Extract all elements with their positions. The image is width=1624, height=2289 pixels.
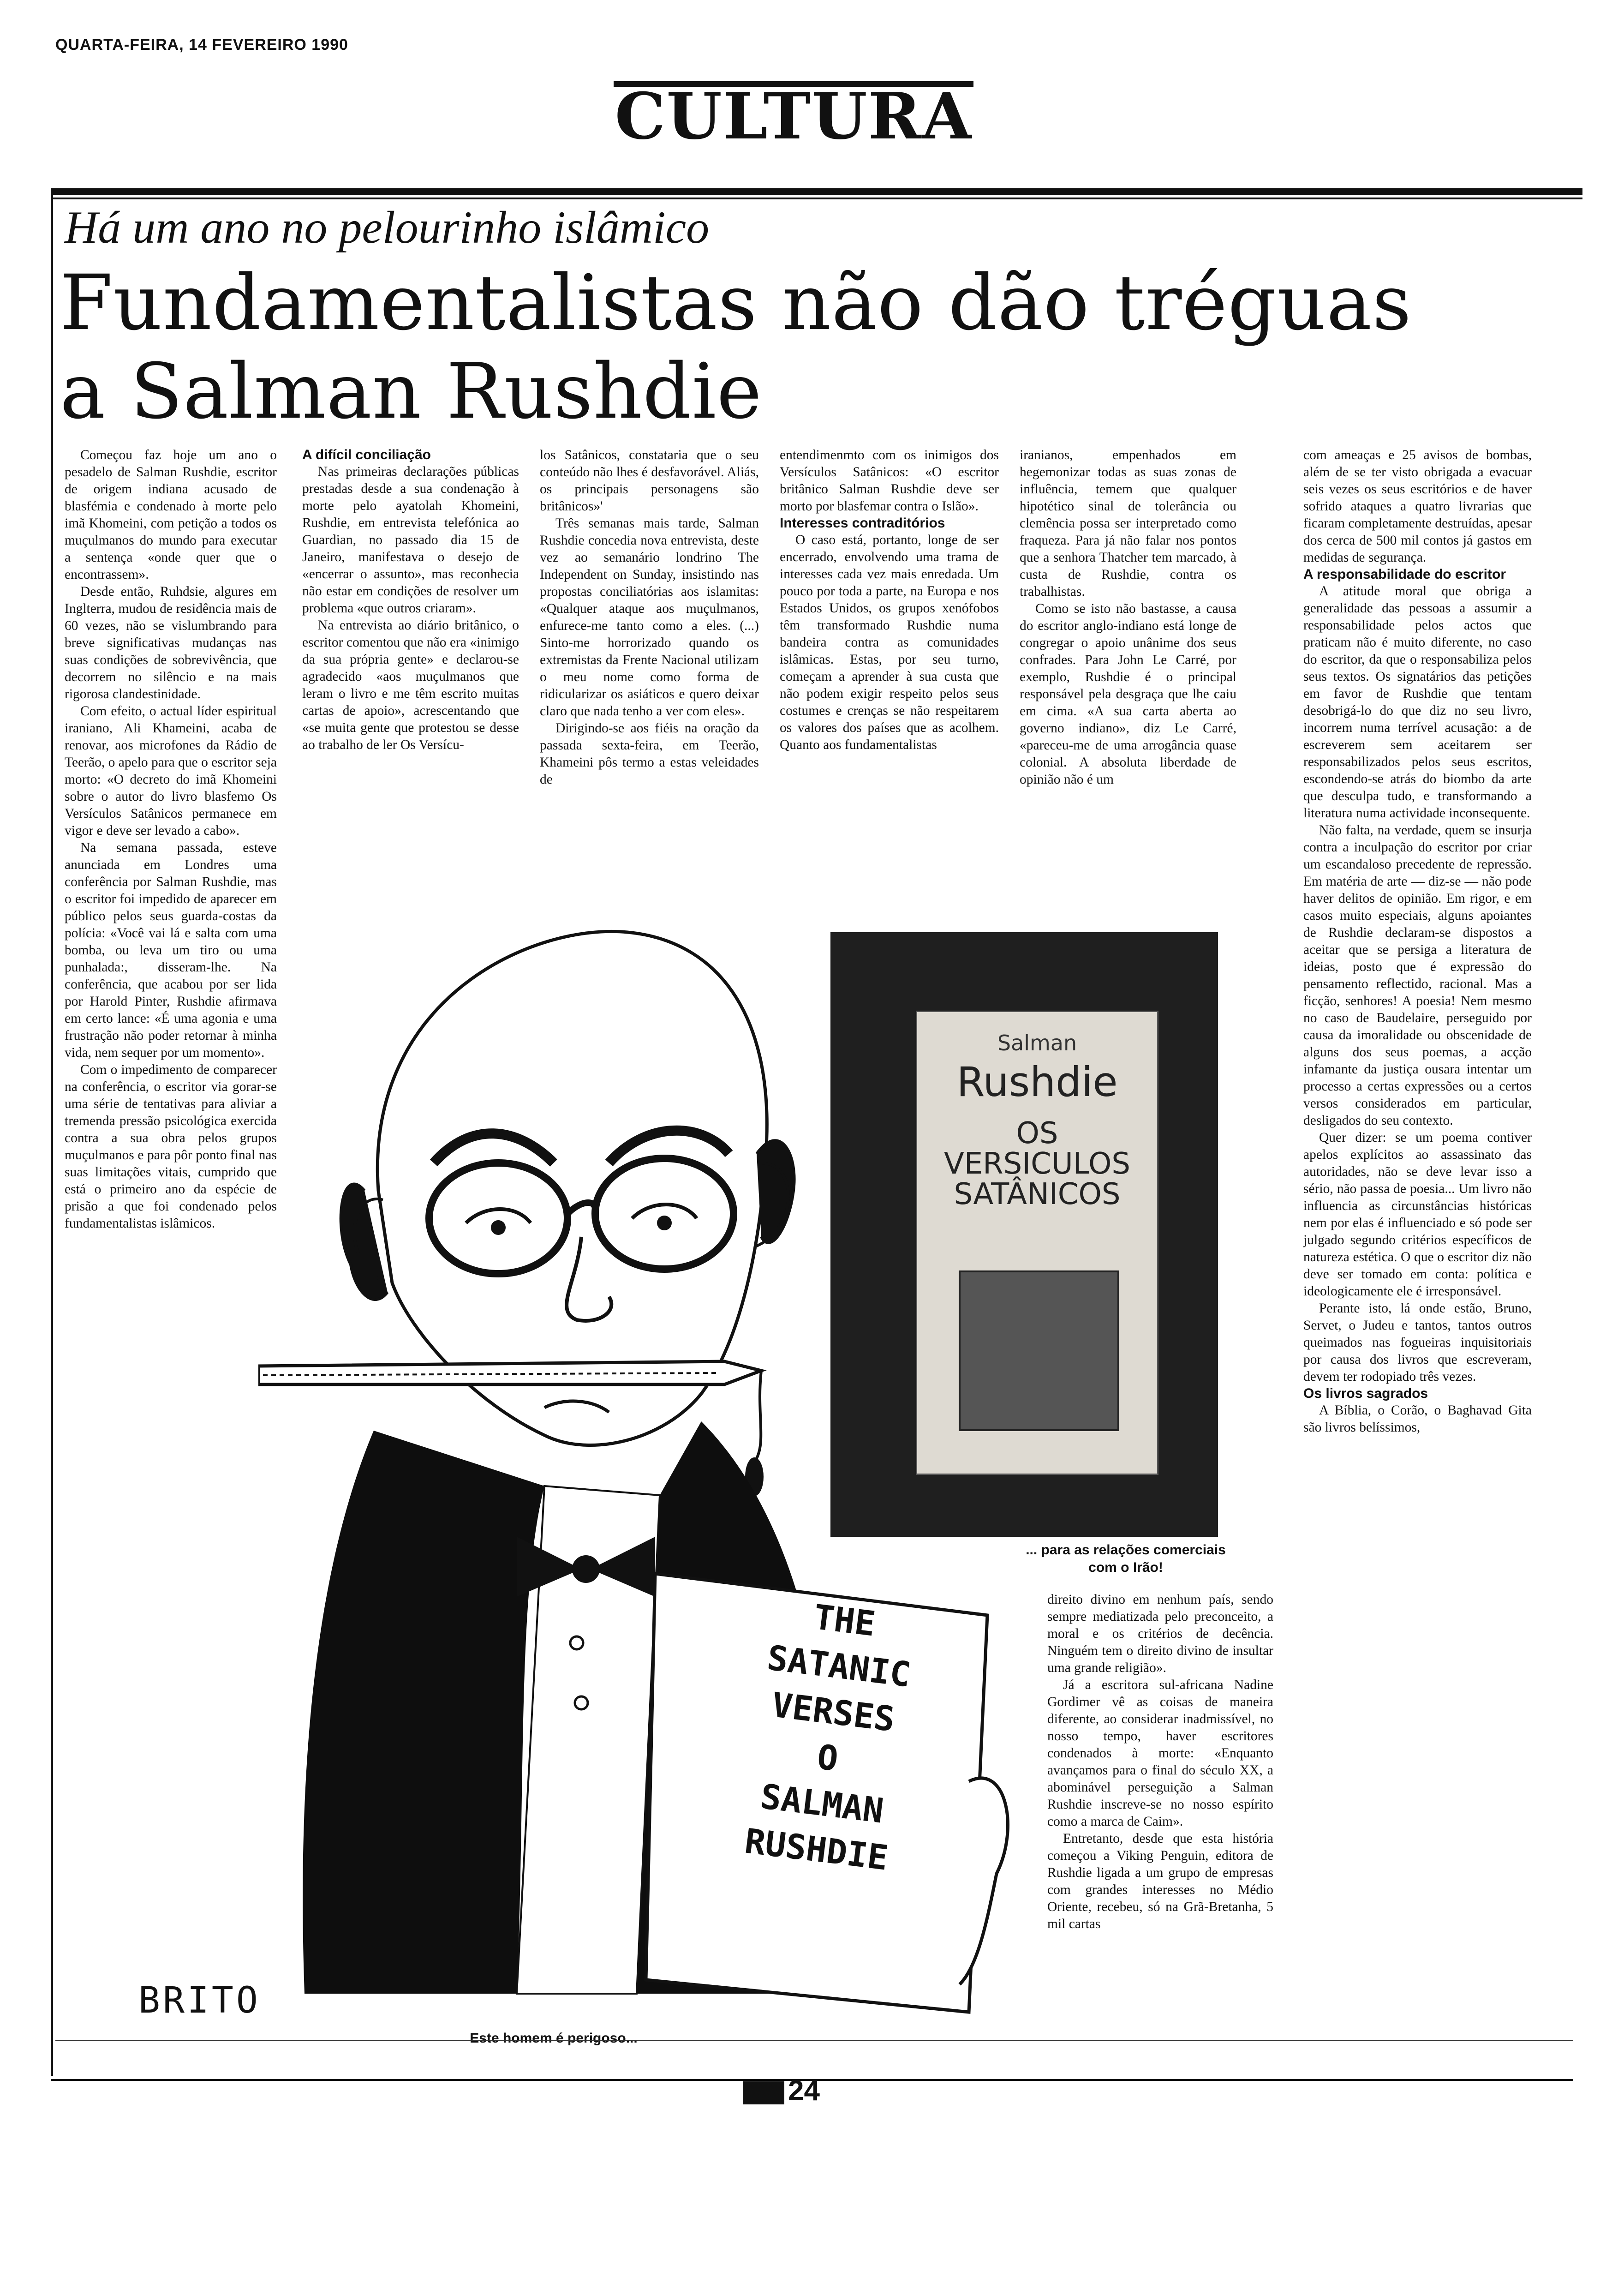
book-name: Rushdie <box>956 1058 1118 1106</box>
column-5 <box>1020 447 1236 927</box>
ink-drip <box>757 1371 761 1458</box>
column-6 <box>1303 447 1532 2062</box>
sign-lettering <box>686 1582 976 1888</box>
sign-line: SALMAN <box>758 1776 886 1831</box>
sign-line: THE <box>811 1597 878 1644</box>
eyebrow-left <box>434 1133 554 1163</box>
photo-caption <box>997 1541 1255 1576</box>
column-2 <box>302 447 519 954</box>
page-logo <box>743 2081 784 2104</box>
paragraph: Como se isto não bastasse, a causa do escritor anglo-indiano está longe de congregar o apoio unânime dos seus confrades. Para John Le Carré, por exemplo, Rushdie é o principal responsável pela desgraça que lhe caiu em cima. «A sua carta aberta ao governo indiano», diz Le Carré, «pareceu-me de uma arrogância quase colonial. A absoluta liberdade de opinião não é um <box>1020 601 1236 787</box>
bow-tie-knot <box>572 1555 600 1583</box>
paragraph: A Bíblia, o Corão, o Baghavad Gita são livros belíssimos, <box>1303 1403 1532 1435</box>
paragraph: Quer dizer: se um poema contiver apelos explícitos ao assassinato das autoridades, não se deve levar isso a sério, não passa de poesia... Um livro não influencia as circunstâncias históricas nem por elas é influenciado e só pode ser julgado segundo critérios específicos de natureza estética. O que o escritor diz não deve ser tomado em conta: política e ideologicamente ele é irresponsável. <box>1303 1130 1532 1299</box>
column-1 <box>65 447 277 1554</box>
paragraph: A atitude moral que obriga a generalidade das pessoas a assumir a responsabilidade pelos actos que praticam não é muito diferente, no caso do escritor, da que o responsabiliza pelos seus textos. Os signatários das petições em favor de Rushdie que tentam desobrigá-lo do que diz no seu livro, incorrem numa terrível acusação: a de escreverem sem aceitarem ser responsabilizados pelos seus escritos, escondendo-se atrás do biombo da arte que desculpa tudo, e transformando a literatura numa actividade inconsequente. <box>1303 584 1532 821</box>
paragraph: Na semana passada, esteve anunciada em Londres uma conferência por Salman Rushdie, mas o escritor foi impedido de aparecer em público pelos seus guarda-costas da polícia: «Você vai lá e salta com uma bomba, ou leva um tiro ou uma punhalada:, disseram-lhe. Na conferência, que acabou por ser lida por Harold Pinter, Rushdie afirmava em certo lance: «É uma agonia e uma frustração não poder retornar à minha vida, nem sequer por um momento». <box>65 840 277 1060</box>
subheading: Os livros sagrados <box>1303 1386 1428 1401</box>
subheading: A difícil conciliação <box>302 447 431 462</box>
dateline: QUARTA-FEIRA, 14 FEVEREIRO 1990 <box>55 36 348 54</box>
book-title-line: OS <box>1016 1116 1058 1150</box>
paragraph: direito divino em nenhum país, sendo sempre mediatizada pelo preconceito, a moral e os critérios de decência. Ninguém tem o direito divino de insultar uma grande religião». <box>1047 1592 1273 1675</box>
glasses-left-lens <box>429 1163 567 1274</box>
page-number <box>743 2074 820 2107</box>
headline-line-1: Fundamentalistas não dão tréguas <box>60 258 1412 347</box>
paragraph: Três semanas mais tarde, Salman Rushdie concedia nova entrevista, deste vez ao semanário londrino The Independent on Sunday, insistindo nas propostas conciliatórias aos islamitas: «Qualquer ataque aos muçulmanos, enfurece-me tanto como a eles. (...) Sinto-me horrorizado quando os extremistas da Frente Nacional utilizam o meu nome como forma de ridicularizar os asiáticos e quero deixar claro que nada tenho a ver com eles». <box>540 516 759 719</box>
subheading: Interesses contraditórios <box>780 515 945 531</box>
paragraph: Com efeito, o actual líder espiritual iraniano, Ali Khameini, acaba de renovar, aos microfones da Rádio de Teerão, o apelo para que o escritor seja morto: «O decreto do imã Khomeini sobre o autor do livro blasfemo Os Versículos Satânicos permanece em vigor e deve ser levado a cabo». <box>65 704 277 838</box>
headline <box>60 258 1582 436</box>
jacket-left <box>303 1431 544 1994</box>
paragraph: Já a escritora sul-africana Nadine Gordimer vê as coisas de maneira diferente, ao considerar inadmissível, no nosso tempo, haver escritores condenados à morte: «Enquanto avançamos para o final do século XX, a abominável perseguição a Salman Rushdie inscreve-se no nosso espírito como a marca de Caim». <box>1047 1678 1273 1829</box>
book-author: Salman <box>997 1031 1077 1055</box>
sign-line: RUSHDIE <box>742 1821 890 1878</box>
kicker: Há um ano no pelourinho islâmico <box>65 202 710 253</box>
paragraph: Começou faz hoje um ano o pesadelo de Salman Rushdie, escritor de origem indiana acusado de blasfémia e condenado à morte pelo imã Khomeini, com petição a todos os muçulmanos do mundo para executar a sentença «onde quer que o encontrassem». <box>65 448 277 582</box>
glasses-right-lens <box>595 1158 734 1269</box>
paragraph: Entretanto, desde que esta história começou a Viking Penguin, editora de Rushdie ligada a um grupo de empresas com grandes interesses no Médio Oriente, recebeu, só na Grã-Bretanha, 5 mil cartas <box>1047 1831 1273 1931</box>
headline-line-2: a Salman Rushdie <box>60 347 763 436</box>
book-title-line: SATÂNICOS <box>954 1177 1121 1211</box>
artist-signature: BRITO <box>138 1980 261 2021</box>
frame-left-rule <box>51 188 53 2076</box>
page-number-text: 24 <box>788 2075 820 2107</box>
illustration-caption: Este homem é perigoso... <box>470 2031 638 2046</box>
paragraph: Com o impedimento de comparecer na conferência, o escritor via gorar-se uma série de tentativas para aliviar a tremenda pressão psicológica exercida contra a sua obra pelos grupos muçulmanos e para pôr ponto final nas suas limitações vitais, cumprido que está o primeiro ano da espécie de prisão a que foi condenado pelos fundamentalistas islâmicos. <box>65 1062 277 1231</box>
header-rule-thick <box>51 188 1582 195</box>
column-5-continued <box>1047 1591 1273 2062</box>
header-rule-thin <box>51 198 1582 199</box>
photo-caption-line: com o Irão! <box>1088 1560 1163 1575</box>
pupil-left <box>491 1220 506 1235</box>
paragraph: los Satânicos, constataria que o seu conteúdo não lhes é desfavorável. Aliás, os principais personagens são britânicos»' <box>540 448 759 514</box>
subheading: A responsabilidade do escritor <box>1303 567 1506 582</box>
book-title-line: VERSICULOS <box>943 1147 1131 1181</box>
section-title: CULTURA <box>615 78 973 154</box>
sign-line: O <box>815 1737 841 1780</box>
sign-line: SATANIC <box>765 1638 913 1695</box>
photo-caption-line: ... para as relações comerciais <box>1026 1542 1226 1558</box>
paragraph: Desde então, Ruhdsie, algures em Inglterra, mudou de residência mais de 60 vezes, não se vislumbrando para breve significativas mudanças nas suas condições de sobrevivência, que decorrem no silêncio e na mais rigorosa clandestinidade. <box>65 584 277 701</box>
paragraph: iranianos, empenhados em hegemonizar todas as suas zonas de influência, temem que qualquer hipotético sinal de tolerância ou clemência possa ser interpretado como fraqueza. Para já não falar nos pontos que a senhora Thatcher tem marcado, à custa de Rushdie, contra os trabalhistas. <box>1020 448 1236 599</box>
paragraph: Não falta, na verdade, quem se insurja contra a inculpação do escritor por criar um escandaloso precedente de repressão. Em matéria de arte — diz-se — não pode haver delitos de opinião. Em rigor, e em casos muito especiais, alguns apoiantes de Rushdie declaram-se dispostos a aceitar que se persiga a literatura de ideias, posto que é expressão do pensamento reflectido, racional. Mas a ficção, senhores! A poesia! Nem mesmo no caso de Baudelaire, perseguido por causa da imoralidade ou obscenidade de alguns dos seus poemas, a acção infamante da justiça ousara intentar um processo a certas expressões ou a certos versos considerados em particular, desligados do seu contexto. <box>1303 823 1532 1128</box>
paragraph: Nas primeiras declarações públicas prestadas desde a sua condenação à morte pelo ayatolah Khomeini, Rushdie, em entrevista telefónica ao Guardian, no passado dia 15 de Janeiro, manifestava o desejo de «encerrar o assunto», mas reconhecia não estar em condições de resolver um problema «que outros criaram». <box>302 464 519 616</box>
paragraph: com ameaças e 25 avisos de bombas, além de se ter visto obrigada a evacuar seis vezes os seus escritórios e de haver sofrido ataques a quatro livrarias que ficaram completamente destruídas, apesar dos cerca de 500 mil contos já gastos em medidas de segurança. <box>1303 448 1532 565</box>
paragraph: entendimenmto com os inimigos dos Versículos Satânicos: «O escritor britânico Salman Rushdie deve ser morto por blasfemar contra o Islão». <box>780 448 999 514</box>
column-4 <box>780 447 999 927</box>
column-3 <box>540 447 759 954</box>
pen <box>258 1361 761 1384</box>
nose <box>567 1237 611 1321</box>
sign-line: VERSES <box>770 1685 897 1740</box>
paragraph: O caso está, portanto, longe de ser encerrado, envolvendo uma trama de interesses cada vez mais enredada. Um pouco por toda a parte, na Europa e nos Estados Unidos, os grupos xenófobos têm transformado Rushdie numa bandeira contra as comunidades islâmicas. Estas, por seu turno, começam a aprender à sua custa que não podem exigir respeito pelos seus costumes e crenças se não respeitarem os valores dos países que as acolhem. Quanto aos fundamentalistas <box>780 533 999 752</box>
paragraph: Dirigindo-se aos fiéis na oração da passada sexta-feira, em Teerão, Khameini pôs termo a estas veleidades de <box>540 721 759 787</box>
glasses-bridge <box>567 1203 595 1214</box>
pupil-right <box>657 1216 672 1230</box>
paragraph: Na entrevista ao diário britânico, o escritor comentou que não era «inimigo da sua própria gente» e declarou-se agradecido «aos muçulmanos que leram o livro e me têm escrito muitas cartas de apoio», acrescentando que «se muita gente que protestou se desse ao trabalho de ler Os Versícu- <box>302 618 519 752</box>
mouth <box>544 1401 609 1412</box>
paragraph: Perante isto, lá onde estão, Bruno, Servet, o Judeu e tantos, tantos outros queimados nas fogueiras inquisitoriais por causa dos livros que escreveram, devem ter rodopiado três vezes. <box>1303 1301 1532 1384</box>
